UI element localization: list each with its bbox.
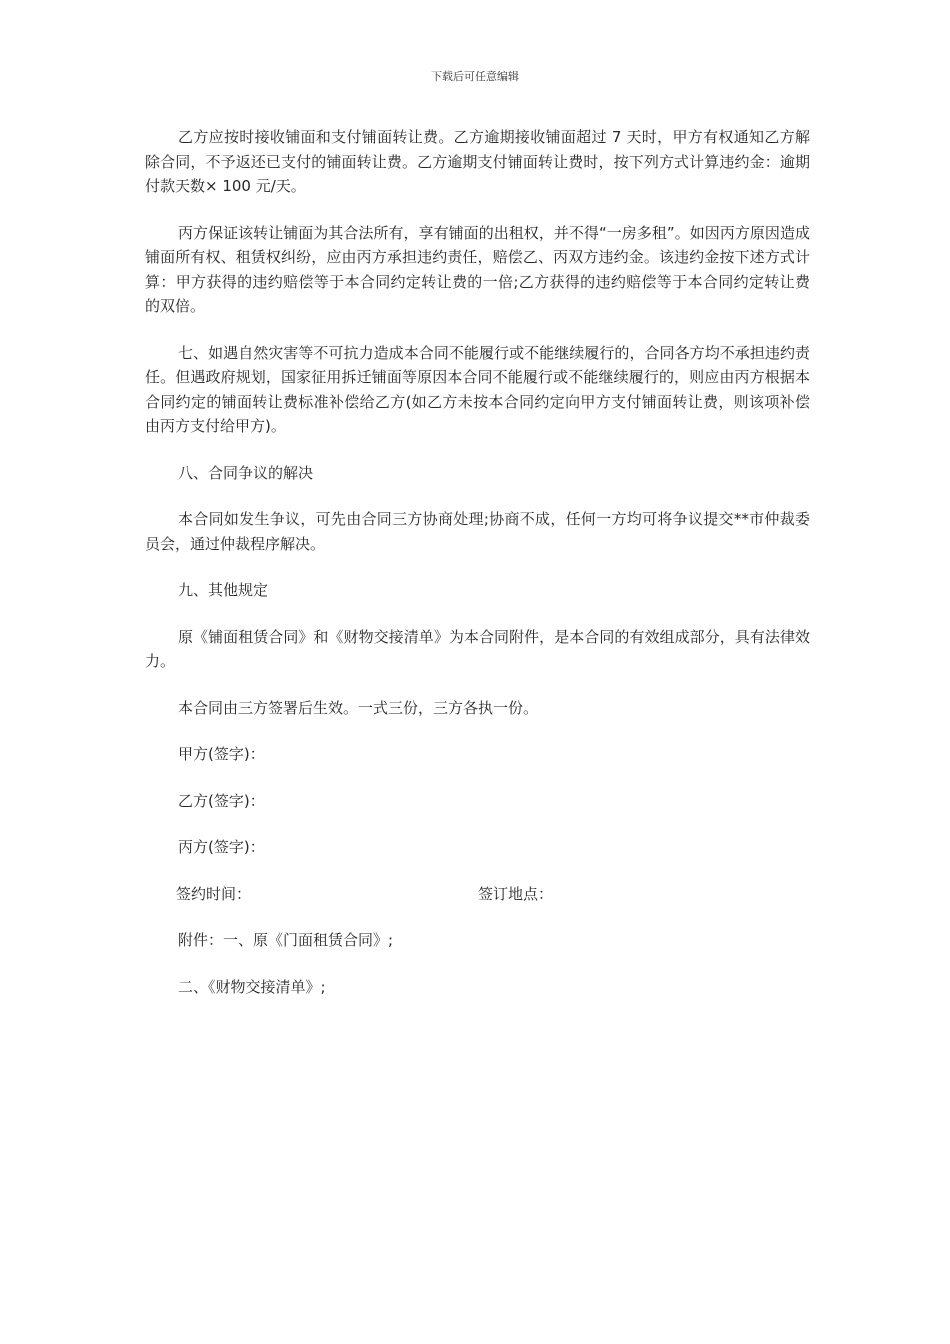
signing-time-label: 签约时间：	[176, 884, 252, 903]
paragraph-effective: 本合同由三方签署后生效。一式三份，三方各执一份。	[178, 698, 539, 717]
paragraph-ownership-guarantee: 丙方保证该转让铺面为其合法所有，享有铺面的出租权，并不得“一房多租”。如因丙方原因造成铺面所有权、租赁权纠纷，应由丙方承担违约责任，赔偿乙、丙双方违约金。该违约金按下述方式计算：甲方获得的违约赔偿等于本合同约定转让费的一倍;乙方获得的违约赔偿等于本合同约定转让费的双倍。	[145, 223, 810, 315]
section-heading-dispute: 八、合同争议的解决	[178, 463, 314, 482]
signature-party-c: 丙方(签字)：	[178, 838, 265, 856]
signature-party-b: 乙方(签字)：	[178, 791, 265, 810]
signature-party-a: 甲方(签字)：	[178, 745, 265, 763]
paragraph-attachments-validity: 原《铺面租赁合同》和《财物交接清单》为本合同附件，是本合同的有效组成部分，具有法律效力。	[145, 627, 810, 670]
signing-place-label: 签订地点：	[478, 884, 554, 903]
signing-info-row	[145, 882, 810, 907]
attachment-item-2: 二、《财物交接清单》;	[178, 977, 326, 996]
attachment-item-1: 附件：一、原《门面租赁合同》;	[178, 931, 394, 949]
paragraph-dispute-resolution: 本合同如发生争议，可先由合同三方协商处理;协商不成，任何一方均可将争议提交**市仲裁委员会，通过仲裁程序解决。	[145, 510, 810, 553]
page-header: 下载后可任意编辑	[431, 70, 519, 83]
paragraph-late-payment: 乙方应按时接收铺面和支付铺面转让费。乙方逾期接收铺面超过 7 天时，甲方有权通知乙方解除合同，不予返还已支付的铺面转让费。乙方逾期支付铺面转让费时，按下列方式计算违约金：逾期付款天数× 100 元/天。	[145, 128, 810, 195]
section-heading-other: 九、其他规定	[178, 581, 269, 599]
document-body	[145, 125, 810, 1021]
paragraph-force-majeure: 七、如遇自然灾害等不可抗力造成本合同不能履行或不能继续履行的，合同各方均不承担违约责任。但遇政府规划，国家征用拆迁铺面等原因本合同不能履行或不能继续履行的，则应由丙方根据本合同约定的铺面转让费标准补偿给乙方(如乙方未按本合同约定向甲方支付铺面转让费，则该项补偿由丙方支付给甲方)。	[145, 343, 810, 435]
